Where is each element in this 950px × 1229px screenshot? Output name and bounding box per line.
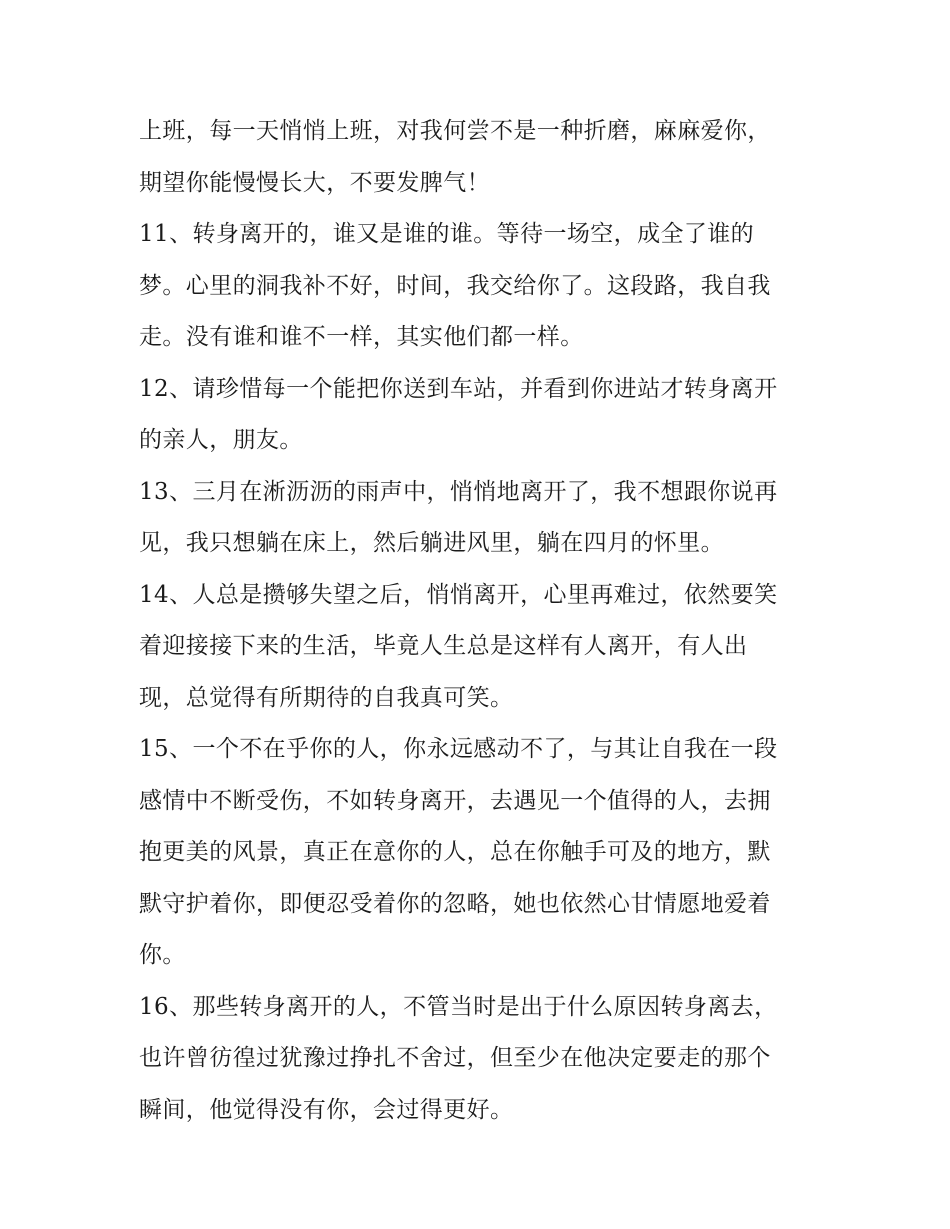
text-line: 现，总觉得有所期待的自我真可笑。 <box>139 684 514 711</box>
text-line: 瞬间，他觉得没有你，会过得更好。 <box>139 1096 514 1123</box>
text-line: 12、请珍惜每一个能把你送到车站，并看到你进站才转身离开 <box>139 375 778 402</box>
text-line: 感情中不断受伤，不如转身离开，去遇见一个值得的人，去拥 <box>139 787 771 814</box>
text-line: 抱更美的风景，真正在意你的人，总在你触手可及的地方，默 <box>139 839 771 865</box>
text-line: 16、那些转身离开的人，不管当时是出于什么原因转身离去， <box>139 993 778 1020</box>
text-line: 着迎接接下来的生活，毕竟人生总是这样有人离开，有人出 <box>139 633 748 659</box>
text-line: 11、转身离开的，谁又是谁的谁。等待一场空，成全了谁的 <box>139 221 755 247</box>
text-line: 14、人总是攒够失望之后，悄悄离开，心里再难过，依然要笑 <box>139 581 778 608</box>
text-line: 的亲人，朋友。 <box>139 427 303 453</box>
text-line: 15、一个不在乎你的人，你永远感动不了，与其让自我在一段 <box>139 736 778 762</box>
text-line: 梦。心里的洞我补不好，时间，我交给你了。这段路，我自我 <box>139 272 771 299</box>
document-body <box>139 106 819 1136</box>
text-line: 走。没有谁和谁不一样，其实他们都一样。 <box>139 324 584 350</box>
text-line: 上班，每一天悄悄上班，对我何尝不是一种折磨，麻麻爱你， <box>139 118 771 144</box>
text-line: 也许曾彷徨过犹豫过挣扎不舍过，但至少在他决定要走的那个 <box>139 1045 771 1071</box>
text-line: 见，我只想躺在床上，然后躺进风里，躺在四月的怀里。 <box>139 530 724 556</box>
text-line: 你。 <box>139 942 186 968</box>
text-line: 13、三月在淅沥沥的雨声中，悄悄地离开了，我不想跟你说再 <box>139 478 778 505</box>
text-line: 默守护着你，即便忍受着你的忽略，她也依然心甘情愿地爱着 <box>139 890 771 917</box>
text-line: 期望你能慢慢长大，不要发脾气！ <box>139 169 490 196</box>
